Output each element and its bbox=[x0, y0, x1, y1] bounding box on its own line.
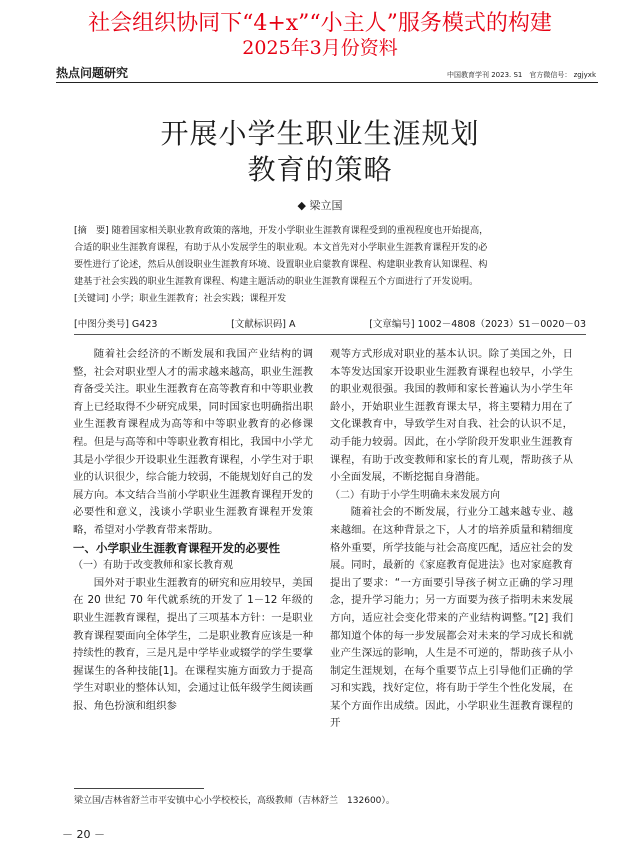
watermark-date: 2025年3月份资料 bbox=[242, 37, 398, 59]
right-column bbox=[330, 346, 573, 733]
section-heading-1: 一、小学职业生涯教育课程开发的必要性 bbox=[73, 540, 280, 555]
author-footnote: 梁立国/吉林省舒兰市平安镇中心小学校校长，高级教师（吉林舒兰 132600）。 bbox=[74, 796, 395, 806]
title-line-1: 开展小学生职业生涯规划 bbox=[160, 117, 480, 150]
subsection-heading-1: （一）有助于改变教师和家长教育观 bbox=[73, 560, 233, 572]
meta-rule bbox=[74, 334, 586, 335]
abstract-line: [摘 要] 随着国家相关职业教育政策的落地，开发小学职业生涯教育课程受到的重视程度也开始提高， bbox=[74, 225, 489, 236]
footnote-rule bbox=[74, 788, 204, 789]
abstract-line: 合适的职业生涯教育课程，有助于从小发展学生的职业观。本文首先对小学职业生涯教育课程开发的必 bbox=[74, 242, 488, 253]
author: ◆ 梁立国 bbox=[297, 199, 343, 212]
abstract-line: 要性进行了论述，然后从创设职业生涯教育环境、设置职业启蒙教育课程、构建职业教育认知课程、构 bbox=[74, 259, 488, 270]
article-number: [文章编号] 1002－4808（2023）S1－0020－03 bbox=[369, 319, 586, 330]
article-title bbox=[0, 116, 640, 188]
title-line-2: 教育的策略 bbox=[247, 153, 393, 186]
page-number: － 20 － bbox=[62, 828, 105, 841]
article-meta bbox=[74, 316, 586, 330]
section-header: 热点问题研究 bbox=[56, 66, 129, 80]
header-rule bbox=[56, 82, 598, 83]
watermark-title: 社会组织协同下“4+x”“小主人”服务模式的构建 bbox=[88, 11, 552, 36]
abstract-line: 建基于社会实践的职业生涯教育课程、构建主题活动的职业生涯教育课程五个方面进行了开发说明。 bbox=[74, 276, 479, 287]
left-column bbox=[73, 346, 313, 715]
keywords: [关键词] 小学；职业生涯教育；社会实践；课程开发 bbox=[74, 293, 287, 304]
body-paragraph: 随着社会经济的不断发展和我国产业结构的调整，社会对职业型人才的需求越来越高，职业生涯教育备受关注。职业生涯教育在高等教育和中等职业教育上已经取得不少研究成果，同时国家也明确指出职业生涯教育课程成为高等和中等职业教育的必修课程。但是与高等和中等职业教育相比，我国中小学尤其是小学很少开设职业生涯教育课程，小学生对于职业的认识很少，综合能力较弱，不能规划好自己的发展方向。本文结合当前小学职业生涯教育课程开发的必要性和意义，浅谈小学职业生涯教育课程开发策略，希望对小学教育带来帮助。 bbox=[73, 348, 313, 536]
body-paragraph: 观等方式形成对职业的基本认识。除了美国之外，日本等发达国家开设职业生涯教育课程也较早，小学生的职业观很强。我国的教师和家长普遍认为小学生年龄小，开始职业生涯教育课太早，将主要精力用在了文化课教育中，导致学生对自我、社会的认识不足，动手能力较弱。因此，在小学阶段开发职业生涯教育课程，有助于改变教师和家长的育儿观，帮助孩子从小全面发展，不断挖掘自身潜能。 bbox=[330, 348, 573, 484]
abstract bbox=[74, 222, 586, 307]
body-paragraph: 国外对于职业生涯教育的研究和应用较早，美国在 20 世纪 70 年代就系统的开发了 1－12 年级的职业生涯教育课程，提出了三项基本方针：一是职业教育课程要面向全体学生，二是职业教育应该是一种持续性的教育，三是凡是中学毕业或辍学的学生要掌握谋生的各种技能[1]。在课程实施方面致力于提高学生对职业的整体认知，会通过让低年级学生阅读画报、角色扮演和组织参 bbox=[73, 576, 313, 712]
body-paragraph: 随着社会的不断发展，行业分工越来越专业、越来越细。在这种背景之下，人才的培养质量和精细度格外重要，所学技能与社会高度匹配，适应社会的发展。同时，最新的《家庭教育促进法》也对家庭教育提出了要求：“一方面要引导孩子树立正确的学习理念，提升学习能力；另一方面要为孩子指明未来发展方向，适应社会变化带来的产业结构调整。”[2] 我们都知道个体的每一步发展都会对未来的学习成长和就业产生深远的影响，人生是不可逆的，帮助孩子从小制定生涯规划，在每个重要节点上引导他们正确的学习和实践，找好定位，将有助于学生个性化发展，在某个方面作出成绩。因此，小学职业生涯教育课程的开 bbox=[330, 506, 573, 730]
clc-number: [中图分类号] G423 bbox=[74, 319, 158, 330]
subsection-heading-2: （二）有助于小学生明确未来发展方向 bbox=[330, 489, 500, 501]
document-code: [文献标识码] A bbox=[231, 319, 296, 330]
journal-header: 中国教育学刊 2023. S1 官方微信号： zgjyxk bbox=[446, 71, 596, 79]
